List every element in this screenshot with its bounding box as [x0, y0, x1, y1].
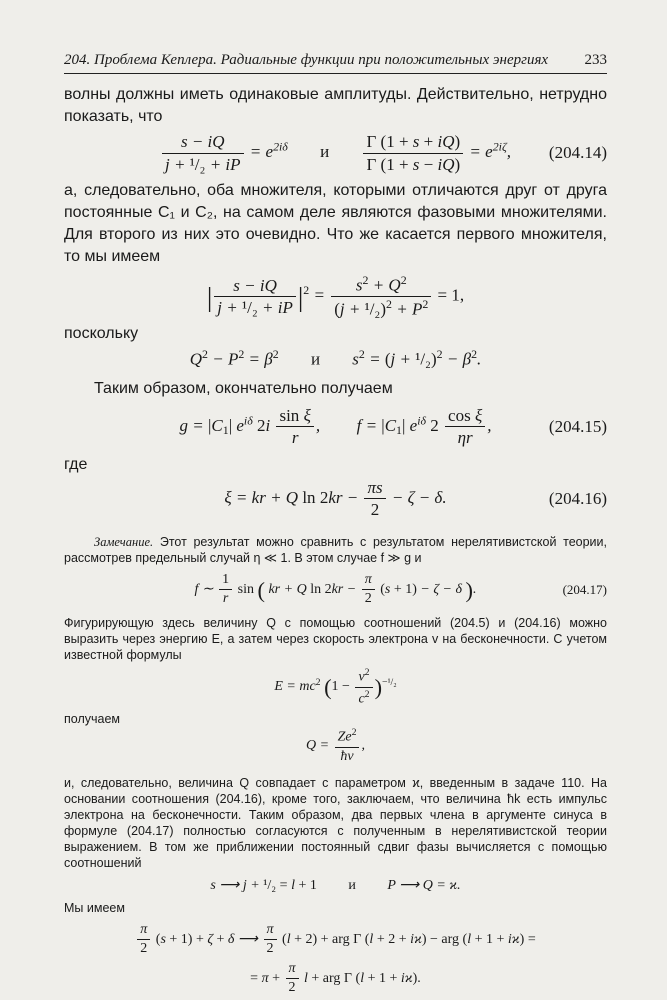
remark-paragraph [64, 534, 607, 566]
equation-phase-line-1: $\frac{\pi}{2}$ (s + 1) + ζ + δ ⟶ $\frac{\pi}{2}$ (l + 2) + arg Γ (l + 2 + iϰ) − arg (l + 1 + iϰ) = [64, 922, 607, 957]
equation-204-16: ξ = kr + Q ln 2kr − $\frac{\pi s}{2}$ − ζ − δ. (204.16) [224, 477, 607, 520]
paragraph-6: Фигурирующую здесь величину Q с помощью соотношений (204.5) и (204.16) можно выразить через энергию E, а затем через скорость электрона v на бесконечности. С учетом известной формулы [64, 616, 607, 663]
paragraph-5: где [64, 455, 88, 473]
eq-number-204-16: (204.16) [548, 488, 607, 508]
eq-number-204-17: (204.17) [562, 581, 607, 597]
paragraph-1: волны должны иметь одинаковые амплитуды. Действительно, нетрудно показать, что [64, 86, 607, 125]
paragraph-7: получаем [64, 712, 120, 727]
header-title: 204. Проблема Кеплера. Радиальные функции при положительных энергиях [64, 52, 549, 68]
conj-and-1: и [320, 141, 330, 161]
running-header [64, 52, 607, 74]
equation-phase-line-2: = π + $\frac{\pi}{2}$ l + arg Γ (l + 1 + iϰ). [250, 960, 421, 995]
page-number: 233 [584, 52, 607, 68]
equation-energy: $E = mc^2$ (1 − $\frac{v^2}{c^2}$ )$^{-^1/_2}$ [274, 667, 397, 706]
equation-204-17: f ∼ $\frac{1}{r}$ sin ( kr + Q ln 2kr − $\frac{\pi}{2}$ (s + 1) − ζ − δ ). (204.17) [194, 571, 607, 607]
remark-label: Замечание. [94, 534, 154, 549]
paragraph-4: Таким образом, окончательно получаем [94, 379, 393, 397]
conj-and-3: и [348, 877, 356, 893]
equation-204-15: g = |C1| $e^{i\delta}$ 2i $\frac{\text{sin ξ}}{r}$ , f = |C1| $e^{i\delta}$ 2 $\frac{\text{cos ξ}}{\eta r}$ , (204.15) [179, 405, 607, 448]
eq-number-204-14: (204.14) [548, 143, 607, 163]
equation-modulus: | $\frac{s - iQ}{\text{j + ¹/₂ + iP}}$ $|^2$ = $\frac{s^2 + Q^2}{(j + ^1/_2)^2 + P^2}$ = 1, [206, 273, 465, 319]
equation-limits: s ⟶ j + ¹/₂ = l + 1 и P ⟶ Q = ϰ. [210, 877, 461, 893]
conj-and-2: и [310, 349, 321, 369]
paragraph-3: поскольку [64, 325, 139, 343]
paragraph-2: а, следовательно, оба множителя, которыми отличаются друг от друга постоянные C₁ и C₂, на самом деле являются фазовыми множителями. Для второго из них это очевидно. Что же касается первого множителя, то мы имеем [64, 182, 607, 266]
equation-q-p-beta: $Q^2 - P^2 = \beta^2$ и $s^2 = (j + ^1/_2)^2 - \beta^2$. [189, 347, 482, 369]
equation-q-value: Q = $\frac{Ze^2}{ħv}$ , [306, 727, 365, 764]
paragraph-8: и, следовательно, величина Q совпадает с параметром ϰ, введенным в задаче 110. На основании соотношения (204.16), кроме того, заключаем, что величина ħk есть импульс электрона на бесконечности. Таким образом, два первых члена в аргументе синуса в формуле (204.17) полностью согласуются с полученным в нерелятивистской теории выражением. В том же приближении постоянный сдвиг фазы вычисляется с помощью соотношений [64, 775, 607, 870]
paragraph-9: Мы имеем [64, 900, 125, 915]
equation-204-14: $\frac{s - iQ}{\text{j + ¹/₂ + iP}}$ = $e^{2i\delta}$ и $\frac{\Gamma (1 + s + iQ)}{\Gamma (1 + s - iQ)}$ = $e^{2i\zeta}$, (204.14) [64, 132, 607, 174]
eq-number-204-15: (204.15) [548, 416, 607, 436]
remark-text: Этот результат можно сравнить с результатом нерелятивистской теории, рассмотрев предельный случай η ≪ 1. В этом случае f ≫ g и [64, 534, 607, 565]
